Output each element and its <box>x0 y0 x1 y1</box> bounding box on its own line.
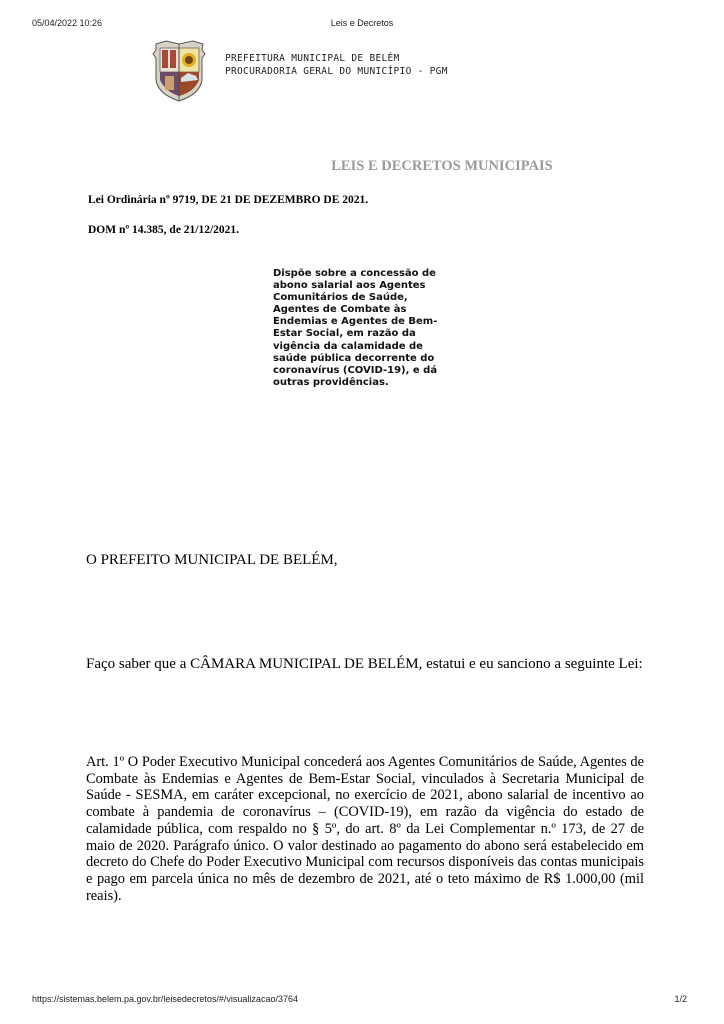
org-name: PREFEITURA MUNICIPAL DE BELÉM <box>225 53 400 64</box>
article-1: Art. 1º O Poder Executivo Municipal concederá aos Agentes Comunitários de Saúde, Agentes de Combate às Endemias e Agentes de Bem-Estar Social, vinculados à Secretaria Municipal de Saúde - SESMA, em caráter excepcional, no exercício de 2021, abono salarial de incentivo ao combate à pandemia de coronavírus – (COVID-19), em razão da vigência do estado de calamidade pública, com respaldo no § 5º, do art. 8º da Lei Complementar n.º 173, de 27 de maio de 2020. Parágrafo único. O valor destinado ao pagamento do abono será estabelecido em decreto do Chefe do Poder Executivo Municipal com recursos disponíveis das contas municipais e pago em parcela única no mês de dezembro de 2021, até o teto máximo de R$ 1.000,00 (mil reais). <box>86 754 644 904</box>
document-heading: LEIS E DECRETOS MUNICIPAIS <box>331 158 553 174</box>
org-department: PROCURADORIA GERAL DO MUNICÍPIO - PGM <box>225 66 448 77</box>
page-number: 1/2 <box>674 994 687 1004</box>
print-url: https://sistemas.belem.pa.gov.br/leisedecretos/#/visualizacao/3764 <box>32 994 298 1004</box>
mayor-heading: O PREFEITO MUNICIPAL DE BELÉM, <box>86 552 338 568</box>
print-page-title: Leis e Decretos <box>330 18 394 28</box>
dom-reference: DOM nº 14.385, de 21/12/2021. <box>88 224 240 236</box>
org-header <box>152 40 572 102</box>
law-summary: Dispõe sobre a concessão de abono salarial aos Agentes Comunitários de Saúde, Agentes de Combate às Endemias e Agentes de Bem-Estar Social, em razão da vigência da calamidade de saúde pública decorrente do coronavírus (COVID-19), e dá outras providências. <box>273 268 438 388</box>
print-datetime: 05/04/2022 10:26 <box>32 18 103 28</box>
law-title: Lei Ordinária nº 9719, DE 21 DE DEZEMBRO DE 2021. <box>88 194 369 206</box>
preamble: Faço saber que a CÂMARA MUNICIPAL DE BELÉM, estatui e eu sanciono a seguinte Lei: <box>86 656 643 672</box>
coat-of-arms-icon <box>152 40 207 102</box>
